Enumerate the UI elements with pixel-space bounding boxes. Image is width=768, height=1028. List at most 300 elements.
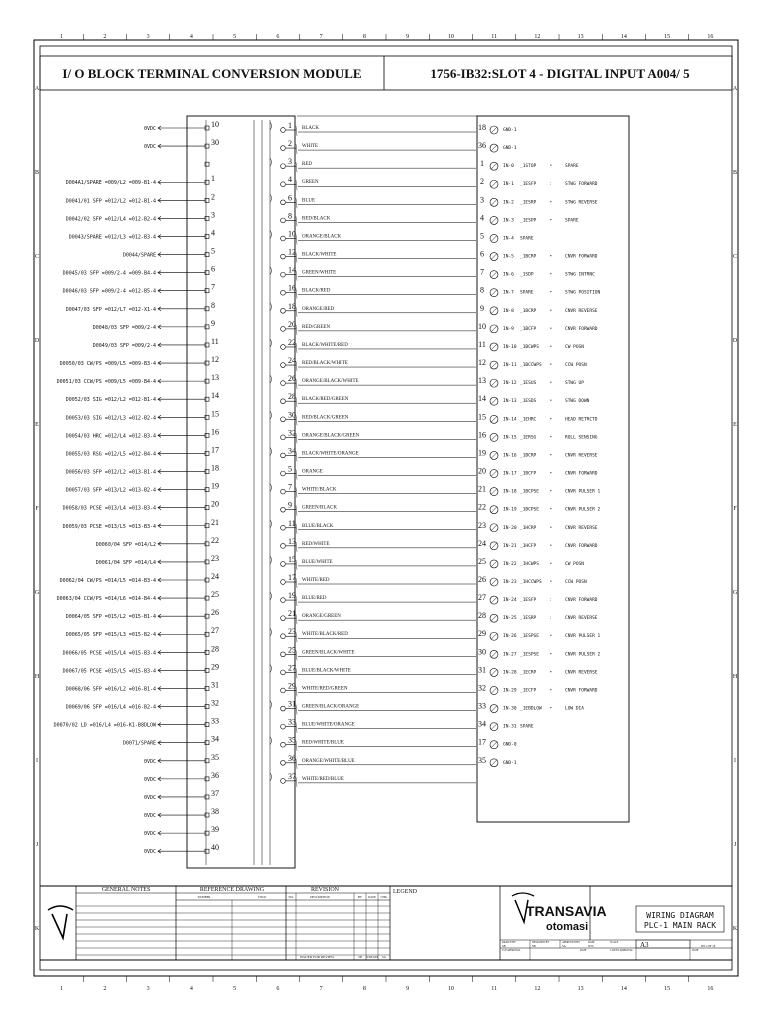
tb-terminal [205,795,209,799]
screw-terminal [281,525,286,530]
module-tag-label: _1HCRP [520,525,537,531]
module-separator: • [550,218,552,224]
conversion-module-box [187,116,295,868]
module-pin-number: 32 [478,683,486,693]
grid-row-label-left: E [35,422,39,428]
left-signal-label: D0046/03 SFP =009/2-4 =012-B5-4 [62,288,156,295]
module-description: CNVR REVERSE [565,453,598,459]
grid-col-label-bottom: 2 [103,986,107,992]
module-description: CNVR PULSER 1 [565,634,601,640]
module-input-label: IN-30 [503,706,517,712]
module-separator: • [550,326,552,332]
right-terminal-rows [270,121,476,787]
drawing-title-2: PLC-1 MAIN RACK [643,921,717,930]
module-pin-number: 9 [480,303,484,313]
tb-terminal [205,470,209,474]
left-signal-label: D0041/01 SFP =012/L2 =012-B1-4 [65,198,156,205]
module-input-label: IN-19 [503,507,517,513]
module-tag-label: _1ESFP [520,182,537,188]
tb-terminal [205,397,209,401]
screw-terminal [281,272,286,277]
module-tag-label: _1HCCWPS [520,580,542,585]
tb-terminal [205,144,209,148]
module-pin-number: 13 [478,376,486,386]
grid-col-label-top: 9 [406,34,410,40]
module-pin-number: 15 [478,412,486,422]
module-tag-label: _1ESRP [520,200,537,206]
grid-row-label-left: H [34,674,40,680]
screw-terminal [281,471,286,476]
screw-terminal [281,254,286,259]
wire-color-label: RED [302,162,312,168]
tb-number: 18 [211,463,219,473]
module-description: CNVR FORWARD [565,254,598,260]
approval-label: SCALE [610,941,619,944]
terminal-number: 36 [288,753,296,763]
module-description: LOW DIA [565,706,584,712]
approval-label: DATE [580,949,587,952]
module-separator: • [550,489,552,495]
tb-terminal [205,433,209,437]
tb-number: 2 [211,192,215,202]
grid-col-label-bottom: 5 [233,986,237,992]
tb-terminal [205,325,209,329]
module-tag-label: _1BCFP [520,471,537,477]
tb-terminal [205,813,209,817]
tb-number: 20 [211,499,219,509]
wire-color-label: WHITE/RED/GREEN [302,686,348,692]
terminal-number: 23 [288,627,296,637]
wire-color-label: BLUE [302,198,316,204]
tb-number: 33 [211,716,219,726]
grid-col-label-bottom: 7 [319,986,323,992]
module-description: STWG POSITION [565,290,601,296]
general-notes-label: GENERAL NOTES [101,887,151,893]
tb-number: 36 [211,770,219,780]
module-pin-number: 5 [480,231,484,241]
tb-number: 5 [211,246,215,256]
tb-terminal [205,180,209,184]
module-tag-label: _1BCCWPS [520,363,542,369]
terminal-number: 8 [288,211,292,221]
module-input-label: IN-15 [503,435,517,441]
tb-terminal [205,162,209,166]
module-separator: • [550,471,552,477]
module-input-label: IN-18 [503,489,517,495]
grid-labels [35,34,738,992]
left-signal-label: D0062/04 CW/PS =014/L5 =014-B3-4 [59,578,156,584]
module-input-label: IN-11 [503,363,517,369]
module-pin-number: 7 [480,267,484,277]
left-signal-label: D0059/03 PCSE =013/L5 =013-B3-4 [62,523,156,530]
terminal-number: 34 [288,446,296,456]
left-signal-label: D0066/05 PCSE =015/L4 =015-B3-4 [62,650,156,657]
left-title: I/ O BLOCK TERMINAL CONVERSION MODULE [62,66,362,81]
module-separator: • [550,254,552,260]
screw-terminal [281,453,286,458]
module-input-label: IN-9 [503,326,514,332]
module-input-label: IN-23 [503,580,517,585]
grid-col-label-top: 13 [577,34,584,40]
module-separator: • [550,453,552,459]
module-tag-label: _1ERSG [520,435,537,441]
approval-value: NTS [588,944,594,948]
approval-label: DATE [588,941,595,944]
module-pin-number: 36 [478,141,486,151]
grid-row-label-right: C [732,254,738,260]
tb-terminal [205,361,209,365]
module-pin-number: 2 [480,177,484,187]
grid-row-label-right: K [732,926,738,932]
screw-terminal [281,290,286,295]
wire-color-label: ORANGE/BLACK [302,234,342,240]
module-tag-label: _1EHRC [520,417,537,423]
tb-terminal [205,668,209,672]
left-signal-label: D0050/03 CW/PS =009/L5 =009-B3-4 [59,361,156,368]
module-tag-label: _1BCRP [520,254,537,260]
module-input-label: IN-7 [503,290,514,296]
io-module-box [477,116,629,822]
tb-number: 16 [211,427,219,437]
module-pin-number: 16 [478,430,486,440]
module-description: ROLL SENSING [565,435,598,441]
grid-col-label-top: 12 [534,34,541,40]
screw-terminal [281,616,286,621]
tb-terminal [205,415,209,419]
screw-terminal [281,200,286,205]
module-tag-label: _1ECFP [520,688,537,694]
terminal-number: 3 [288,157,292,167]
tb-number: 39 [211,825,219,835]
wire-color-label: ORANGE/RED [302,306,335,312]
tb-number: 28 [211,644,219,654]
tb-terminal [205,488,209,492]
left-signal-label: 0VDC [143,831,156,838]
grid-col-label-top: 14 [620,34,627,40]
left-signal-rows [54,120,270,865]
legend-label: LEGEND [393,889,417,895]
module-pin-number: 28 [478,611,486,621]
grid-col-label-bottom: 6 [276,986,280,992]
wire-color-label: RED/WHITE/BLUE [302,740,344,746]
grid-row-label-right: F [733,506,737,512]
tb-terminal [205,831,209,835]
wire-color-label: BLACK/RED [302,288,331,294]
module-tag-label: _1ESFP [520,598,537,604]
module-description: SPARE [565,218,579,224]
tb-number: 32 [211,698,219,708]
wire-color-label: WHITE/RED [302,578,330,583]
tb-terminal [205,307,209,311]
rev-col-chk: CHK. [380,895,388,899]
approval-label: CLIENT APPROVAL [610,949,634,952]
module-description: CW POSN [565,561,584,567]
module-tag-label: SPARE [520,236,534,242]
module-description: CW POSN [565,344,584,350]
approval-fields [502,941,699,952]
module-input-label: IN-2 [503,200,514,206]
module-pin-number: 26 [478,575,486,584]
left-signal-label: D0063/04 CCW/PS =014/L6 =014-B4-4 [56,596,156,603]
module-separator: • [550,652,552,658]
screw-terminal [281,146,286,151]
screw-terminal [281,724,286,729]
module-tag-label: SPARE [520,724,534,730]
terminal-number: 11 [288,518,296,528]
tb-terminal [205,759,209,763]
module-tag-label: _1ESPP [520,218,537,224]
tb-terminal [205,343,209,347]
tb-number: 9 [211,318,215,328]
module-description: STWG UP [565,381,584,387]
screw-terminal [281,308,286,313]
grid-row-label-left: K [34,926,40,932]
rev-col-date: DATE [368,895,376,899]
left-signal-label: 0VDC [143,126,156,132]
module-tag-label: _1BCWPS [520,344,539,350]
tb-terminal [205,271,209,275]
module-separator: • [550,634,552,640]
sheet-number: SH 1 OF 16 [700,944,716,948]
terminal-number: 4 [288,175,292,185]
module-separator: • [550,344,552,350]
approval-label: DATE [692,949,699,952]
module-separator: • [550,688,552,694]
rev-row-no: - [290,955,292,959]
grid-col-label-top: 1 [60,34,64,40]
tb-number: 14 [211,391,219,401]
left-signal-label: D0049/03 SFP =009/2-4 [92,342,156,349]
screw-terminal [281,417,286,422]
tb-terminal [205,723,209,727]
wire-color-label: BLACK [302,126,319,131]
left-signal-label: D0058/03 PCSE =013/L4 =013-B3-4 [62,505,156,512]
terminal-number: 35 [288,735,296,745]
tb-number: 23 [211,553,219,563]
module-tag-label: SPARE [520,290,534,296]
approval-label: DESIGNED BY [532,941,550,944]
tb-number: 30 [211,138,219,148]
module-tag-label: _1SDP [520,272,534,278]
module-pin-number: 12 [478,358,486,368]
grid-col-label-top: 16 [707,34,714,40]
module-separator: • [550,525,552,531]
grid-col-label-bottom: 11 [491,986,498,992]
left-signal-label: D0053/03 SIG =012/L3 =012-B2-4 [65,415,156,422]
wire-color-label: ORANGE/GREEN [302,614,341,620]
rev-col-by: BY [357,895,363,899]
module-separator: • [550,507,552,513]
left-signal-label: D0064/05 SFP =015/L2 =015-B1-4 [65,614,156,621]
company-subname: otomasi [546,921,589,933]
approval-value: SB [532,944,536,948]
terminal-number: 9 [288,500,292,510]
module-separator: • [550,580,552,585]
rev-row-date: JUNE/2008 [365,956,379,959]
module-separator: • [550,164,552,170]
module-input-label: IN-10 [503,344,517,350]
terminal-number: 32 [288,428,296,438]
grid-row-label-left: C [34,254,40,260]
module-pin-number: 35 [478,755,486,765]
tb-number: 8 [211,300,215,310]
screw-terminal [281,634,286,639]
tb-number: 22 [211,535,219,545]
module-description: CNVR FORWARD [565,598,598,604]
module-pin-number: 14 [478,394,486,404]
left-signal-label: D0061/04 SFP =014/L4 [95,559,156,566]
module-input-label: IN-20 [503,525,517,531]
terminal-number: 7 [288,482,292,492]
grid-col-label-top: 7 [319,34,323,40]
tb-number: 6 [211,264,215,274]
terminal-number: 27 [288,663,296,673]
wire-color-label: GREEN/BLACK/WHITE [302,650,355,656]
grid-row-label-left: J [35,842,39,848]
screw-terminal [281,182,286,187]
terminal-number: 20 [288,319,296,329]
screw-terminal [281,580,286,585]
wire-color-label: ORANGE/BLACK/GREEN [302,433,360,439]
module-input-label: IN-29 [503,688,517,694]
terminal-number: 29 [288,681,296,691]
module-pin-number: 6 [480,249,484,259]
grid-col-label-top: 10 [447,34,454,40]
left-signal-label: D0047/03 SFP =012/L7 =012-X1-4 [65,306,156,313]
tb-terminal [205,451,209,455]
wire-color-label: ORANGE [302,469,323,475]
module-input-label: GND-0 [503,742,517,748]
module-input-label: IN-28 [503,670,517,676]
module-input-label: IN-22 [503,561,517,567]
wire-color-label: RED/BLACK [302,216,331,222]
tb-number: 31 [211,680,219,690]
tb-number: 25 [211,590,219,600]
tb-terminal [205,632,209,636]
approval-label: TCP APPROVAL [502,949,521,952]
tb-number: 35 [211,752,219,762]
tb-number: 21 [211,517,219,527]
grid-col-label-top: 5 [233,34,237,40]
module-separator: • [550,272,552,278]
left-signal-label: D0068/06 SFP =016/L2 =016-B1-4 [65,686,156,693]
left-signal-label: D0060/04 SFP =014/L2 [95,541,156,548]
screw-terminal [281,742,286,747]
title-block [40,886,732,960]
wire-color-label: ORANGE/BLACK/WHITE [302,379,359,385]
sheet-size: A3 [640,941,649,949]
grid-col-label-bottom: 13 [577,986,584,992]
module-input-label: IN-4 [503,236,514,242]
screw-terminal [281,489,286,494]
left-signal-label: D0065/05 SFP =015/L3 =015-B2-4 [65,632,156,639]
tb-terminal [205,777,209,781]
wire-color-label: RED/WHITE [302,541,330,547]
wire-color-label: WHITE [302,144,319,150]
screw-terminal [281,543,286,548]
module-description: STWG FORWARD [565,182,598,188]
module-input-label: IN-0 [503,164,514,170]
module-input-label: IN-24 [503,598,517,604]
terminal-number: 37 [288,771,296,781]
wire-color-label: BLACK/WHITE/ORANGE [302,451,359,457]
tb-number: 34 [211,734,219,744]
terminal-number: 24 [288,356,296,366]
module-pin-number: 3 [480,195,484,205]
grid-row-label-right: B [732,170,738,176]
module-input-label: IN-5 [503,254,514,260]
module-pin-number: 31 [478,665,486,675]
tb-number: 40 [211,843,219,853]
module-input-label: IN-1 [503,182,514,188]
terminal-number: 19 [288,591,296,601]
left-signal-label: D0051/03 CCW/PS =009/L5 =009-B4-4 [56,379,156,386]
tb-terminal [205,524,209,528]
module-description: CNVR PULSER 2 [565,507,601,513]
grid-row-label-right: E [733,422,737,428]
tb-terminal [205,198,209,202]
module-description: CNVR PULSER 2 [565,652,601,658]
tb-terminal [205,216,209,220]
tb-number: 24 [211,572,219,581]
module-tag-label: _1STOP [520,164,537,170]
ref-col-title: TITLE [257,895,267,899]
module-tag-label: _1ECRP [520,670,537,676]
grid-col-label-top: 15 [664,34,671,40]
module-tag-label: _1HCWPS [520,561,539,567]
grid-row-label-right: D [732,338,738,344]
module-input-label: IN-13 [503,399,517,405]
module-description: SPARE [565,164,579,170]
module-input-label: GND-1 [503,128,517,133]
terminal-number: 15 [288,554,296,564]
terminal-number: 30 [288,410,296,420]
wire-color-label: WHITE/BLACK [302,487,337,493]
tb-terminal [205,705,209,709]
left-signal-label: D0045/03 SFP =009/2-4 =009-B4-4 [62,270,156,277]
left-signal-label: 0VDC [143,144,156,151]
module-description: HEAD RETRCTD [565,417,598,423]
grid-row-label-left: D [34,338,40,344]
grid-col-label-bottom: 14 [620,986,627,992]
module-separator: : [550,616,552,622]
grid-col-label-bottom: 4 [189,986,193,992]
terminal-number: 33 [288,717,296,727]
left-signal-label: 0VDC [143,794,156,801]
module-separator: • [550,561,552,567]
grid-row-label-right: G [732,590,738,596]
tb-number: 19 [211,481,219,491]
module-input-label: IN-27 [503,652,517,658]
wire-color-label: BLUE/WHITE [302,559,333,565]
module-input-label: GND-1 [503,146,517,152]
wire-color-label: GREEN/BLACK [302,505,337,511]
module-tag-label: _1ESPSE [520,652,539,658]
module-pin-number: 8 [480,285,484,295]
module-separator: • [550,308,552,314]
terminal-number: 31 [288,699,296,709]
tb-terminal [205,596,209,600]
terminal-number: 6 [288,193,292,203]
module-description: STWG REVERSE [565,200,598,206]
module-description: CNVR REVERSE [565,525,598,531]
terminal-number: 21 [288,609,296,619]
module-separator: : [550,182,552,188]
grid-row-label-right: I [734,758,736,764]
module-pin-number: 18 [478,123,486,132]
terminal-number: 10 [288,229,296,239]
module-pin-number: 23 [478,520,486,530]
